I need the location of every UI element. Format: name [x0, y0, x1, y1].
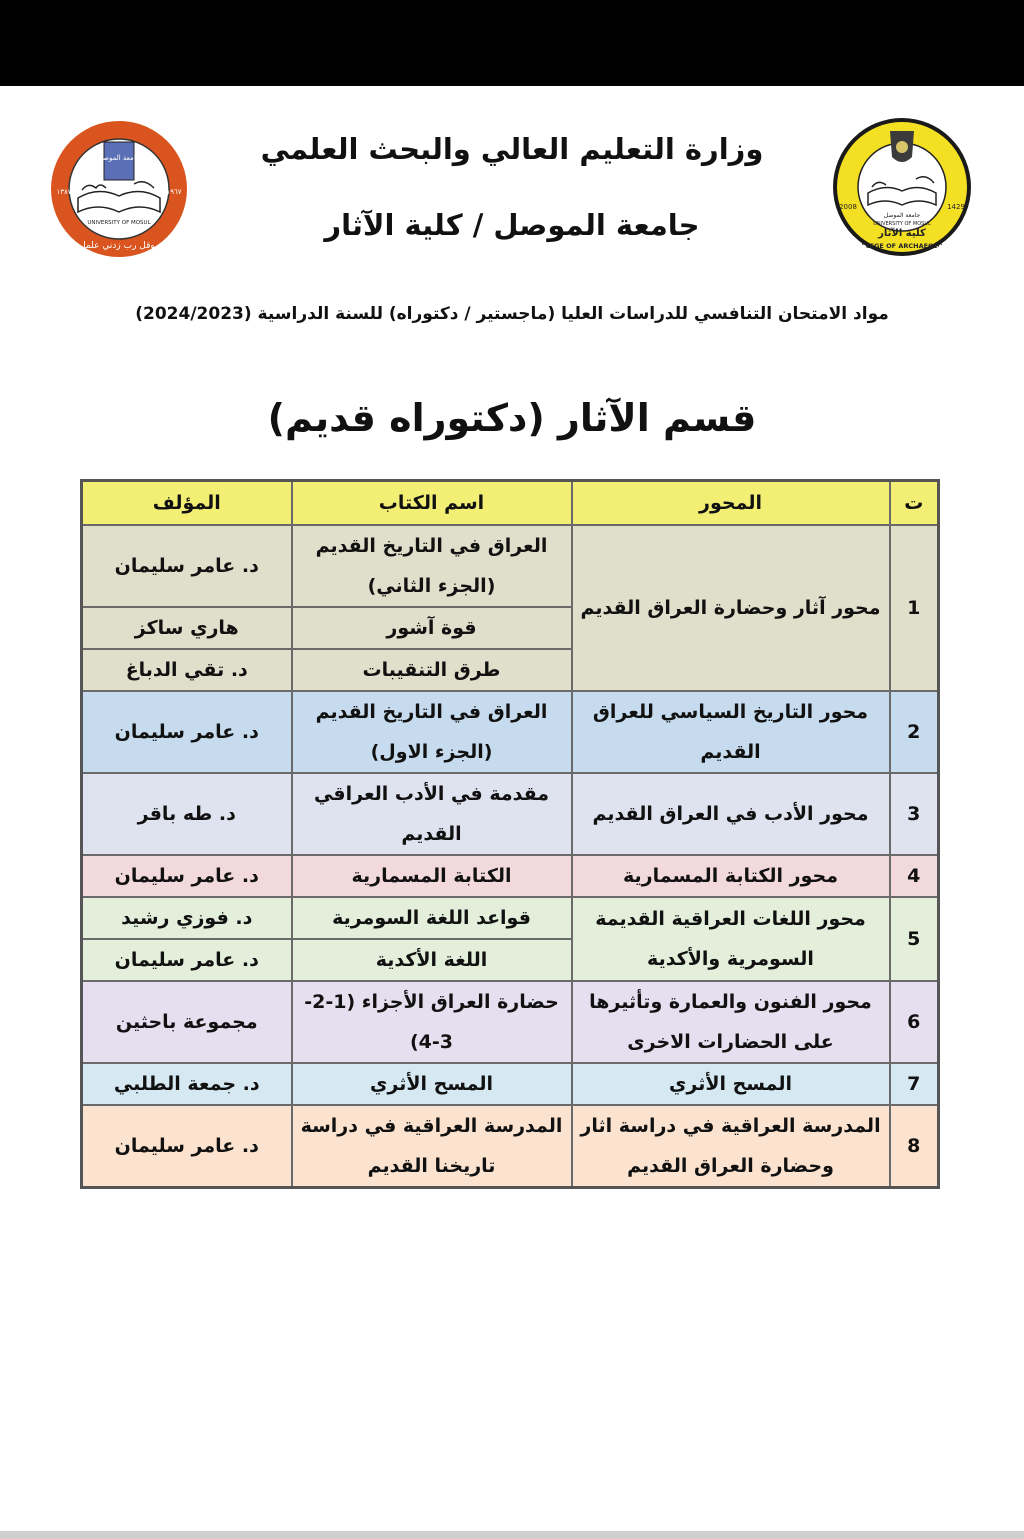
book-cell: اللغة الأكدية	[292, 939, 572, 981]
table-row	[82, 855, 939, 897]
table-row	[82, 897, 939, 939]
svg-text:وقل رب زدني علما: وقل رب زدني علما	[83, 241, 155, 251]
axis-cell: المدرسة العراقية في دراسة اثار وحضارة العراق القديم	[572, 1105, 890, 1188]
row-number: 2	[890, 691, 939, 773]
table-header-row	[82, 481, 939, 526]
svg-text:جامعة الموصل: جامعة الموصل	[883, 212, 921, 219]
svg-text:1429: 1429	[947, 203, 965, 211]
book-cell: الكتابة المسمارية	[292, 855, 572, 897]
row-number: 1	[890, 525, 939, 691]
table-row	[82, 981, 939, 1063]
author-cell: د. عامر سليمان	[82, 855, 292, 897]
book-cell: العراق في التاريخ القديم (الجزء الاول)	[292, 691, 572, 773]
header-axis: المحور	[572, 481, 890, 526]
author-cell: د. جمعة الطلبي	[82, 1063, 292, 1105]
table-row	[82, 773, 939, 855]
svg-text:جامعة الموصل: جامعة الموصل	[97, 154, 141, 162]
materials-table	[80, 479, 940, 1189]
book-cell: العراق في التاريخ القديم (الجزء الثاني)	[292, 525, 572, 607]
axis-cell: محور الأدب في العراق القديم	[572, 773, 890, 855]
author-cell: هاري ساكز	[82, 607, 292, 649]
book-cell: مقدمة في الأدب العراقي القديم	[292, 773, 572, 855]
axis-cell: محور اللغات العراقية القديمة السومرية والأكدية	[572, 897, 890, 981]
author-cell: د. فوزي رشيد	[82, 897, 292, 939]
book-cell: حضارة العراق الأجزاء (1-2-3-4)	[292, 981, 572, 1063]
book-cell: المدرسة العراقية في دراسة تاريخنا القديم	[292, 1105, 572, 1188]
table-row	[82, 1063, 939, 1105]
row-number: 6	[890, 981, 939, 1063]
book-cell: قوة آشور	[292, 607, 572, 649]
top-black-bar	[0, 0, 1024, 86]
row-number: 4	[890, 855, 939, 897]
row-number: 8	[890, 1105, 939, 1188]
axis-cell: محور آثار وحضارة العراق القديم	[572, 525, 890, 691]
ministry-title: وزارة التعليم العالي والبحث العلمي	[260, 132, 764, 166]
exam-subtitle: مواد الامتحان التنافسي للدراسات العليا (ماجستير / دكتوراه) للسنة الدراسية (2024/2023)	[135, 304, 889, 324]
svg-text:UNIVERSITY OF MOSUL: UNIVERSITY OF MOSUL	[873, 221, 931, 227]
author-cell: د. عامر سليمان	[82, 525, 292, 607]
svg-text:كلية الآثار: كلية الآثار	[878, 228, 926, 239]
axis-cell: محور الفنون والعمارة وتأثيرها على الحضارات الاخرى	[572, 981, 890, 1063]
college-of-archaeology-logo	[832, 117, 972, 257]
author-cell: د. عامر سليمان	[82, 939, 292, 981]
book-cell: المسح الأثري	[292, 1063, 572, 1105]
table-row	[82, 525, 939, 607]
row-number: 5	[890, 897, 939, 981]
axis-cell: محور التاريخ السياسي للعراق القديم	[572, 691, 890, 773]
svg-text:١٩٦٧: ١٩٦٧	[166, 188, 182, 196]
svg-text:COLLEGE OF ARCHAEOLOGY: COLLEGE OF ARCHAEOLOGY	[851, 242, 953, 250]
row-number: 7	[890, 1063, 939, 1105]
svg-text:UNIVERSITY OF MOSUL: UNIVERSITY OF MOSUL	[87, 220, 151, 226]
university-of-mosul-logo	[50, 120, 188, 258]
header-no: ت	[890, 481, 939, 526]
department-title: قسم الآثار (دكتوراه قديم)	[267, 396, 757, 440]
axis-cell: محور الكتابة المسمارية	[572, 855, 890, 897]
book-cell: قواعد اللغة السومرية	[292, 897, 572, 939]
author-cell: د. عامر سليمان	[82, 691, 292, 773]
university-college-title: جامعة الموصل / كلية الآثار	[324, 208, 700, 242]
author-cell: د. تقي الدباغ	[82, 649, 292, 691]
header-author: المؤلف	[82, 481, 292, 526]
book-cell: طرق التنقيبات	[292, 649, 572, 691]
row-number: 3	[890, 773, 939, 855]
axis-cell: المسح الأثري	[572, 1063, 890, 1105]
svg-text:2008: 2008	[839, 203, 857, 211]
author-cell: د. طه باقر	[82, 773, 292, 855]
svg-text:١٣٨٧: ١٣٨٧	[56, 188, 72, 196]
author-cell: د. عامر سليمان	[82, 1105, 292, 1188]
table-row	[82, 1105, 939, 1188]
header-book: اسم الكتاب	[292, 481, 572, 526]
author-cell: مجموعة باحثين	[82, 981, 292, 1063]
bottom-divider	[0, 1531, 1024, 1539]
table-row	[82, 691, 939, 773]
